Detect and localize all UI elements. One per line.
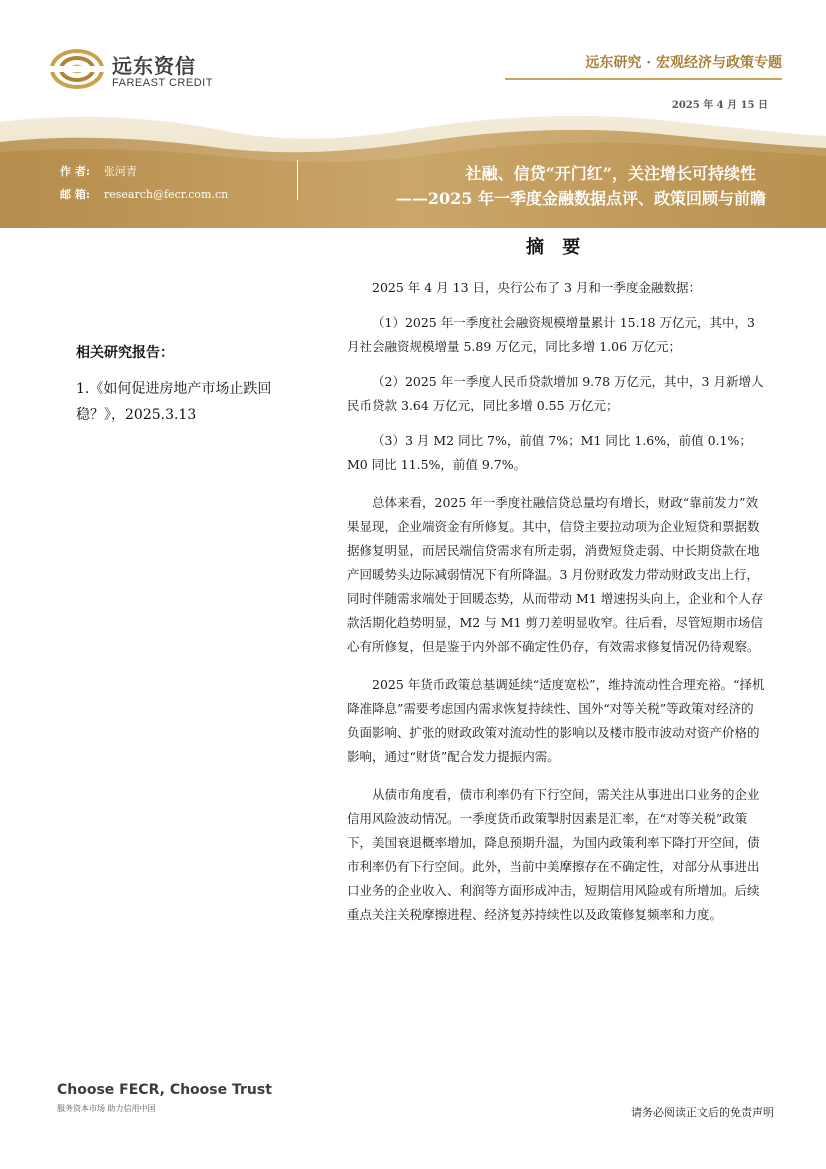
abstract-paragraph: 总体来看，2025 年一季度社融信贷总量均有增长，财政“靠前发力”效果显现，企业端资金有所修复。其中，信贷主要拉动项为企业短贷和票据数据修复明显，而居民端信贷需求有所走弱，消费短贷走弱、中长期贷款在地产回暖势头边际减弱情况下有所降温。3 月份财政发力带动财政支出上行，同时伴随需求端处于回暖态势，从而带动 M1 增速拐头向上，企业和个人存款活期化趋势明显，M2 与 M1 剪刀差明显收窄。往后看，尽管短期市场信心有所修复，但是鉴于内外部不确定性仍存，有效需求修复情况仍待观察。 — [347, 495, 764, 654]
brand-name-en: FAREAST CREDIT — [112, 77, 213, 89]
author-label: 作 者: — [60, 165, 90, 178]
header-divider — [505, 78, 782, 80]
report-title: 社融、信贷“开门红”，关注增长可持续性 — [465, 164, 756, 183]
abstract-paragraph: （2）2025 年一季度人民币贷款增加 9.78 万亿元，其中，3 月新增人民币贷款 3.64 万亿元，同比多增 0.55 万亿元； — [347, 374, 764, 413]
author-name: 张河青 — [104, 165, 137, 178]
email-address[interactable]: research@fecr.com.cn — [104, 188, 229, 201]
report-series: 远东研究 · 宏观经济与政策专题 — [585, 55, 782, 71]
company-logo — [50, 44, 220, 94]
abstract-paragraph: （1）2025 年一季度社会融资规模增量累计 15.18 万亿元，其中，3 月社会融资规模增量 5.89 万亿元，同比多增 1.06 万亿元； — [347, 315, 755, 354]
report-subtitle: ——2025 年一季度金融数据点评、政策回顾与前瞻 — [395, 189, 766, 208]
footer-subslogan: 服务资本市场 助力信用中国 — [57, 1104, 156, 1113]
related-reports-title: 相关研究报告： — [76, 345, 174, 361]
abstract-paragraph: 2025 年 4 月 13 日，央行公布了 3 月和一季度金融数据： — [372, 280, 701, 295]
banner-divider — [297, 160, 298, 200]
abstract-paragraph: 从债市角度看，债市利率仍有下行空间，需关注从事进出口业务的企业信用风险波动情况。一季度货币政策掣肘因素是汇率，在“对等关税”政策下，美国衰退概率增加，降息预期升温，为国内政策利率下降打开空间，债市利率仍有下行空间。此外，当前中美摩擦存在不确定性，对部分从事进出口业务的企业收入、利润等方面形成冲击，短期信用风险或有所增加。后续重点关注关税摩擦进程、经济复苏持续性以及政策修复频率和力度。 — [347, 787, 760, 922]
email-info — [60, 186, 228, 202]
abstract-heading: 摘 要 — [526, 237, 587, 258]
author-info — [60, 163, 137, 179]
disclaimer-note: 请务必阅读正文后的免责声明 — [631, 1106, 774, 1119]
abstract-body — [347, 276, 765, 927]
email-label: 邮 箱: — [60, 188, 90, 201]
brand-name-cn: 远东资信 — [112, 54, 196, 78]
related-report-item[interactable]: 1.《如何促进房地产市场止跌回稳？》，2025.3.13 — [76, 381, 272, 423]
abstract-paragraph: （3）3 月 M2 同比 7%，前值 7%；M1 同比 1.6%，前值 0.1%；M0 同比 11.5%，前值 9.7%。 — [347, 433, 752, 472]
abstract-paragraph: 2025 年货币政策总基调延续“适度宽松”，维持流动性合理充裕。“择机降准降息”需要考虑国内需求恢复持续性、国外“对等关税”等政策对经济的负面影响、扩张的财政政策对流动性的影响以及楼市股市波动对资产价格的影响，通过“财货”配合发力提振内需。 — [347, 677, 765, 764]
logo-mark-icon — [50, 44, 106, 94]
report-date: 2025 年 4 月 15 日 — [671, 100, 768, 111]
footer-slogan: Choose FECR, Choose Trust — [57, 1082, 272, 1098]
